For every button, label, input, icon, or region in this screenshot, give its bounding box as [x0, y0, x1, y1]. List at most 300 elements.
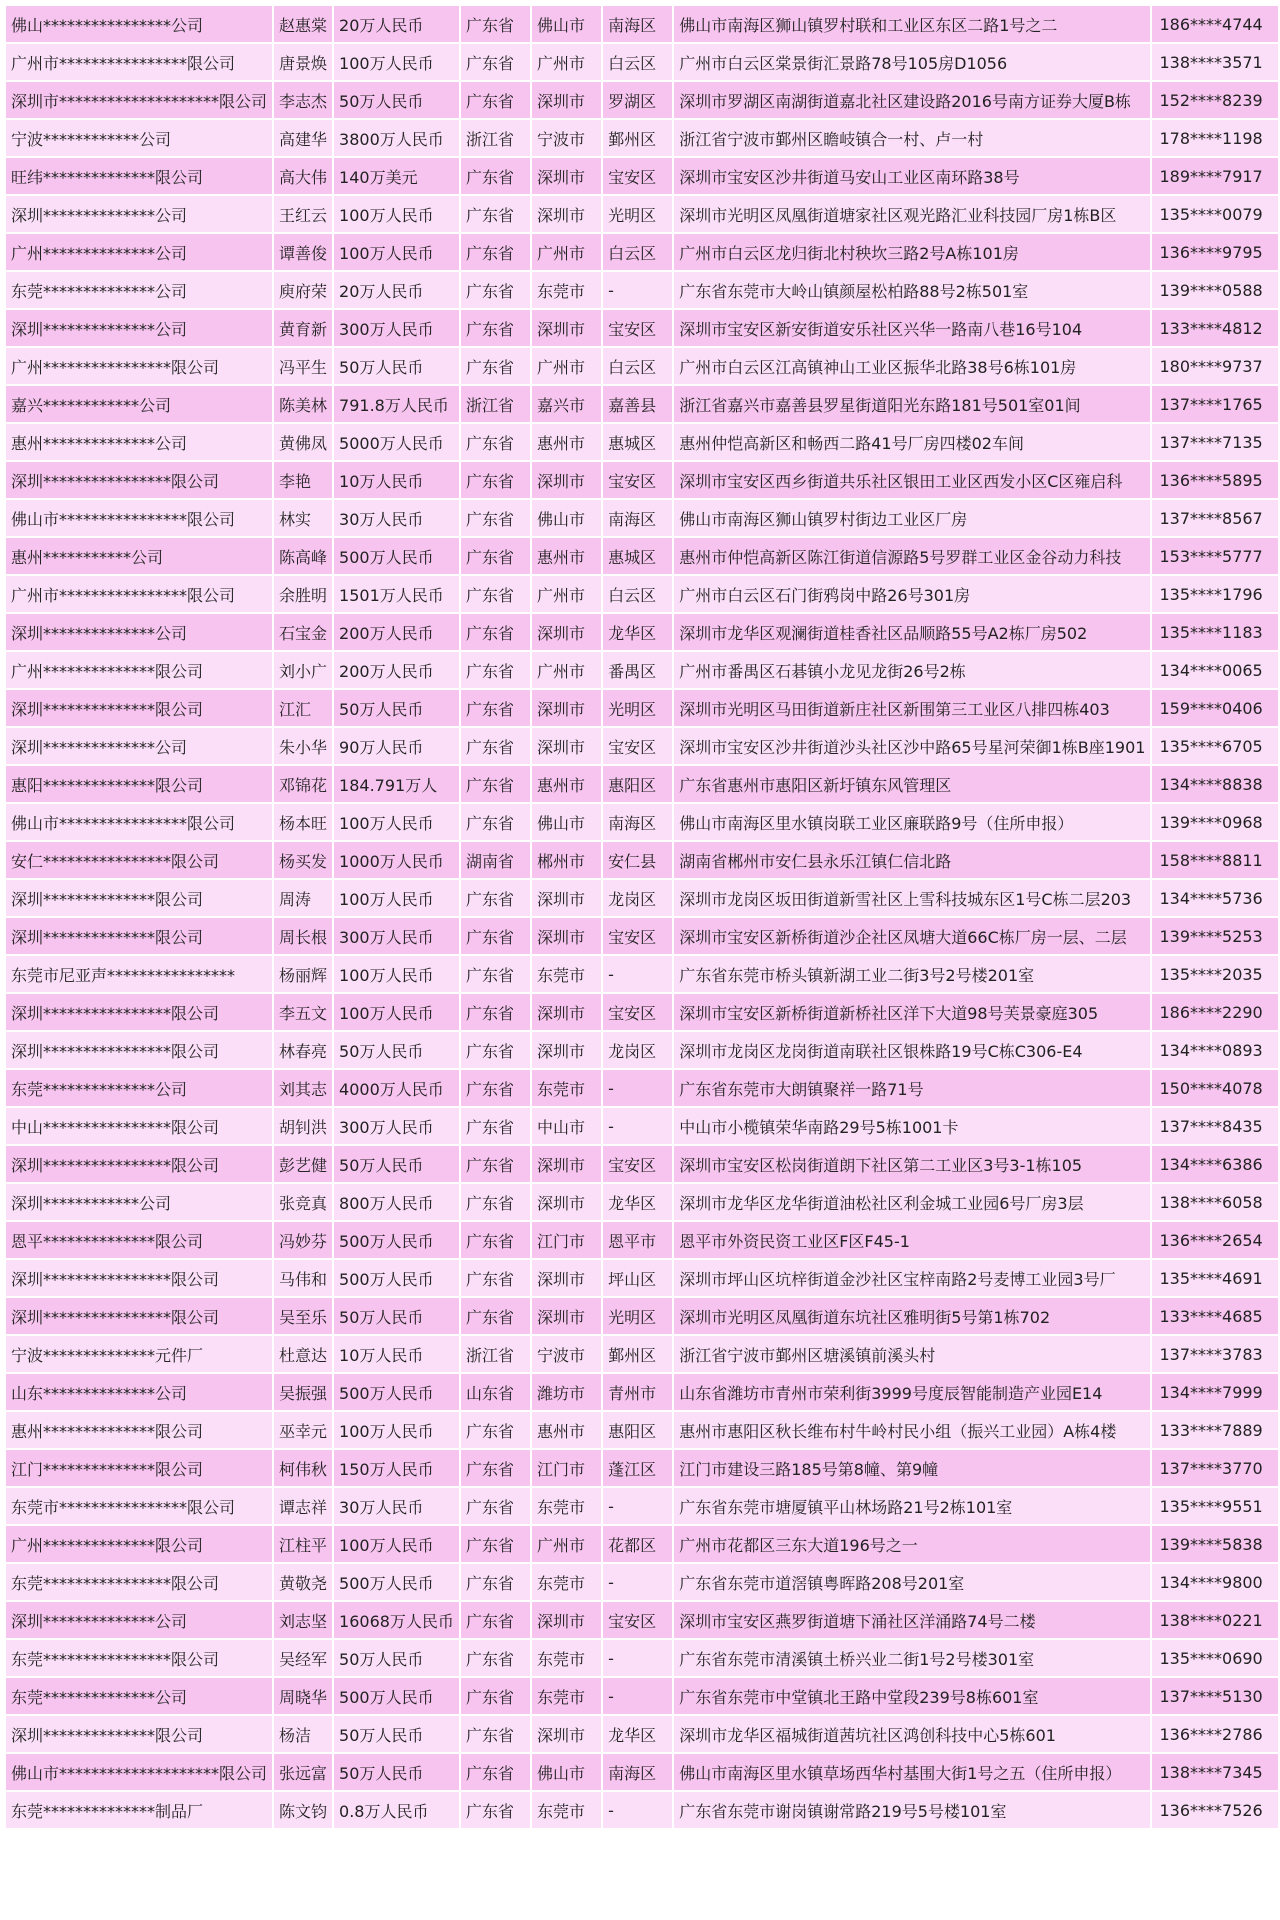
table-row: [6, 1260, 1278, 1296]
table-row: [6, 348, 1278, 384]
district-cell: 光明区: [603, 690, 672, 726]
contact-cell: 杨本旺: [274, 804, 332, 840]
capital-cell: 100万人民币: [334, 196, 459, 232]
capital-cell: 20万人民币: [334, 6, 459, 42]
address-cell: 广州市白云区江高镇神山工业区振华北路38号6栋101房: [674, 348, 1150, 384]
address-cell: 广东省东莞市塘厦镇平山林场路21号2栋101室: [674, 1488, 1150, 1524]
province-cell: 广东省: [461, 196, 530, 232]
province-cell: 广东省: [461, 462, 530, 498]
capital-cell: 200万人民币: [334, 652, 459, 688]
contact-cell: 周晓华: [274, 1678, 332, 1714]
phone-cell: 137****7135: [1152, 424, 1278, 460]
contact-cell: 周涛: [274, 880, 332, 916]
phone-cell: 137****1765: [1152, 386, 1278, 422]
city-cell: 惠州市: [532, 1412, 601, 1448]
province-cell: 广东省: [461, 1032, 530, 1068]
company-cell: 东莞**************公司: [6, 1678, 272, 1714]
city-cell: 佛山市: [532, 1754, 601, 1790]
table-row: [6, 1526, 1278, 1562]
capital-cell: 500万人民币: [334, 1260, 459, 1296]
capital-cell: 3800万人民币: [334, 120, 459, 156]
contact-cell: 杨丽辉: [274, 956, 332, 992]
capital-cell: 10万人民币: [334, 1336, 459, 1372]
capital-cell: 10万人民币: [334, 462, 459, 498]
phone-cell: 186****2290: [1152, 994, 1278, 1030]
city-cell: 深圳市: [532, 1716, 601, 1752]
company-cell: 深圳****************限公司: [6, 1260, 272, 1296]
province-cell: 广东省: [461, 234, 530, 270]
table-row: [6, 6, 1278, 42]
table-row: [6, 386, 1278, 422]
address-cell: 佛山市南海区里水镇岗联工业区廉联路9号（住所申报）: [674, 804, 1150, 840]
district-cell: -: [603, 1070, 672, 1106]
district-cell: 罗湖区: [603, 82, 672, 118]
table-row: [6, 614, 1278, 650]
company-cell: 东莞**************制品厂: [6, 1792, 272, 1828]
company-cell: 东莞**************公司: [6, 272, 272, 308]
table-row: [6, 272, 1278, 308]
address-cell: 恩平市外资民资工业区F区F45-1: [674, 1222, 1150, 1258]
phone-cell: 137****5130: [1152, 1678, 1278, 1714]
city-cell: 中山市: [532, 1108, 601, 1144]
address-cell: 浙江省宁波市鄞州区瞻岐镇合一村、卢一村: [674, 120, 1150, 156]
phone-cell: 134****0893: [1152, 1032, 1278, 1068]
company-cell: 宁波************公司: [6, 120, 272, 156]
capital-cell: 500万人民币: [334, 1374, 459, 1410]
city-cell: 江门市: [532, 1450, 601, 1486]
contact-cell: 刘小广: [274, 652, 332, 688]
phone-cell: 135****9551: [1152, 1488, 1278, 1524]
table-row: [6, 1564, 1278, 1600]
address-cell: 广东省东莞市清溪镇土桥兴业二街1号2号楼301室: [674, 1640, 1150, 1676]
province-cell: 广东省: [461, 82, 530, 118]
address-cell: 广州市花都区三东大道196号之一: [674, 1526, 1150, 1562]
table-row: [6, 82, 1278, 118]
district-cell: 宝安区: [603, 918, 672, 954]
province-cell: 广东省: [461, 1450, 530, 1486]
contact-cell: 胡钊洪: [274, 1108, 332, 1144]
company-cell: 东莞****************限公司: [6, 1564, 272, 1600]
phone-cell: 135****4691: [1152, 1260, 1278, 1296]
address-cell: 深圳市光明区凤凰街道塘家社区观光路汇业科技园厂房1栋B区: [674, 196, 1150, 232]
capital-cell: 50万人民币: [334, 1754, 459, 1790]
contact-cell: 黄敬尧: [274, 1564, 332, 1600]
company-cell: 深圳****************限公司: [6, 994, 272, 1030]
district-cell: 龙华区: [603, 1184, 672, 1220]
address-cell: 广东省东莞市桥头镇新湖工业二街3号2号楼201室: [674, 956, 1150, 992]
table-row: [6, 234, 1278, 270]
contact-cell: 杨买发: [274, 842, 332, 878]
city-cell: 东莞市: [532, 1678, 601, 1714]
phone-cell: 158****8811: [1152, 842, 1278, 878]
contact-cell: 冯妙芬: [274, 1222, 332, 1258]
contact-cell: 林实: [274, 500, 332, 536]
phone-cell: 134****5736: [1152, 880, 1278, 916]
company-cell: 东莞市尼亚声****************: [6, 956, 272, 992]
contact-cell: 朱小华: [274, 728, 332, 764]
contact-cell: 陈文钧: [274, 1792, 332, 1828]
district-cell: 安仁县: [603, 842, 672, 878]
phone-cell: 137****3783: [1152, 1336, 1278, 1372]
company-cell: 佛山市********************限公司: [6, 1754, 272, 1790]
company-cell: 广州****************限公司: [6, 348, 272, 384]
table-row: [6, 728, 1278, 764]
contact-cell: 彭艺健: [274, 1146, 332, 1182]
phone-cell: 136****7526: [1152, 1792, 1278, 1828]
district-cell: 鄞州区: [603, 1336, 672, 1372]
table-row: [6, 1678, 1278, 1714]
capital-cell: 0.8万人民币: [334, 1792, 459, 1828]
province-cell: 广东省: [461, 1488, 530, 1524]
address-cell: 广州市白云区龙归街北村秧坎三路2号A栋101房: [674, 234, 1150, 270]
capital-cell: 100万人民币: [334, 956, 459, 992]
address-cell: 广东省东莞市大岭山镇颜屋松柏路88号2栋501室: [674, 272, 1150, 308]
phone-cell: 150****4078: [1152, 1070, 1278, 1106]
phone-cell: 153****5777: [1152, 538, 1278, 574]
contact-cell: 黄育新: [274, 310, 332, 346]
phone-cell: 159****0406: [1152, 690, 1278, 726]
address-cell: 广州市白云区棠景街汇景路78号105房D1056: [674, 44, 1150, 80]
address-cell: 深圳市宝安区新桥街道新桥社区洋下大道98号芙景豪庭305: [674, 994, 1150, 1030]
province-cell: 广东省: [461, 158, 530, 194]
capital-cell: 800万人民币: [334, 1184, 459, 1220]
city-cell: 深圳市: [532, 196, 601, 232]
company-cell: 深圳**************限公司: [6, 690, 272, 726]
province-cell: 广东省: [461, 1260, 530, 1296]
province-cell: 广东省: [461, 424, 530, 460]
phone-cell: 136****2654: [1152, 1222, 1278, 1258]
phone-cell: 134****6386: [1152, 1146, 1278, 1182]
contact-cell: 张竞真: [274, 1184, 332, 1220]
table-row: [6, 196, 1278, 232]
capital-cell: 50万人民币: [334, 1298, 459, 1334]
contact-cell: 冯平生: [274, 348, 332, 384]
district-cell: 南海区: [603, 6, 672, 42]
contact-cell: 杜意达: [274, 1336, 332, 1372]
company-cell: 东莞市****************限公司: [6, 1488, 272, 1524]
capital-cell: 20万人民币: [334, 272, 459, 308]
company-cell: 深圳************公司: [6, 1184, 272, 1220]
phone-cell: 137****8435: [1152, 1108, 1278, 1144]
capital-cell: 100万人民币: [334, 1526, 459, 1562]
company-cell: 深圳**************限公司: [6, 1716, 272, 1752]
address-cell: 深圳市宝安区沙井街道马安山工业区南环路38号: [674, 158, 1150, 194]
table-row: [6, 880, 1278, 916]
district-cell: -: [603, 1564, 672, 1600]
capital-cell: 791.8万人民币: [334, 386, 459, 422]
contact-cell: 石宝金: [274, 614, 332, 650]
province-cell: 广东省: [461, 614, 530, 650]
address-cell: 中山市小榄镇荣华南路29号5栋1001卡: [674, 1108, 1150, 1144]
phone-cell: 134****0065: [1152, 652, 1278, 688]
city-cell: 深圳市: [532, 1298, 601, 1334]
table-row: [6, 1032, 1278, 1068]
phone-cell: 133****7889: [1152, 1412, 1278, 1448]
province-cell: 湖南省: [461, 842, 530, 878]
district-cell: 白云区: [603, 234, 672, 270]
phone-cell: 139****5253: [1152, 918, 1278, 954]
company-cell: 惠州**************公司: [6, 424, 272, 460]
table-row: [6, 1602, 1278, 1638]
address-cell: 深圳市宝安区新安街道安乐社区兴华一路南八巷16号104: [674, 310, 1150, 346]
district-cell: 番禺区: [603, 652, 672, 688]
city-cell: 深圳市: [532, 728, 601, 764]
table-row: [6, 1792, 1278, 1828]
contact-cell: 巫幸元: [274, 1412, 332, 1448]
city-cell: 深圳市: [532, 1146, 601, 1182]
capital-cell: 50万人民币: [334, 1640, 459, 1676]
phone-cell: 137****3770: [1152, 1450, 1278, 1486]
district-cell: 惠阳区: [603, 766, 672, 802]
company-cell: 深圳**************公司: [6, 196, 272, 232]
contact-cell: 谭善俊: [274, 234, 332, 270]
district-cell: 南海区: [603, 500, 672, 536]
district-cell: 龙华区: [603, 1716, 672, 1752]
phone-cell: 137****8567: [1152, 500, 1278, 536]
table-row: [6, 1222, 1278, 1258]
company-cell: 广州**************限公司: [6, 1526, 272, 1562]
district-cell: 白云区: [603, 576, 672, 612]
table-row: [6, 1488, 1278, 1524]
company-cell: 江门**************限公司: [6, 1450, 272, 1486]
province-cell: 广东省: [461, 1222, 530, 1258]
capital-cell: 50万人民币: [334, 1032, 459, 1068]
district-cell: 宝安区: [603, 994, 672, 1030]
capital-cell: 100万人民币: [334, 994, 459, 1030]
company-table: [4, 4, 1280, 1830]
company-cell: 中山****************限公司: [6, 1108, 272, 1144]
contact-cell: 吴至乐: [274, 1298, 332, 1334]
company-cell: 嘉兴************公司: [6, 386, 272, 422]
province-cell: 广东省: [461, 272, 530, 308]
address-cell: 惠州市仲恺高新区陈江街道信源路5号罗群工业区金谷动力科技: [674, 538, 1150, 574]
phone-cell: 135****1183: [1152, 614, 1278, 650]
address-cell: 江门市建设三路185号第8幢、第9幢: [674, 1450, 1150, 1486]
address-cell: 广州市白云区石门街鸦岗中路26号301房: [674, 576, 1150, 612]
district-cell: 花都区: [603, 1526, 672, 1562]
capital-cell: 184.791万人: [334, 766, 459, 802]
phone-cell: 138****3571: [1152, 44, 1278, 80]
capital-cell: 30万人民币: [334, 500, 459, 536]
address-cell: 深圳市罗湖区南湖街道嘉北社区建设路2016号南方证券大厦B栋: [674, 82, 1150, 118]
contact-cell: 庾府荣: [274, 272, 332, 308]
table-row: [6, 766, 1278, 802]
table-row: [6, 1298, 1278, 1334]
contact-cell: 黄佛凤: [274, 424, 332, 460]
phone-cell: 135****0690: [1152, 1640, 1278, 1676]
contact-cell: 高建华: [274, 120, 332, 156]
phone-cell: 136****5895: [1152, 462, 1278, 498]
capital-cell: 500万人民币: [334, 1564, 459, 1600]
table-row: [6, 1108, 1278, 1144]
city-cell: 广州市: [532, 44, 601, 80]
phone-cell: 138****0221: [1152, 1602, 1278, 1638]
address-cell: 广东省东莞市中堂镇北王路中堂段239号8栋601室: [674, 1678, 1150, 1714]
address-cell: 深圳市宝安区沙井街道沙头社区沙中路65号星河荣御1栋B座1901: [674, 728, 1150, 764]
capital-cell: 100万人民币: [334, 44, 459, 80]
city-cell: 宁波市: [532, 1336, 601, 1372]
district-cell: 光明区: [603, 1298, 672, 1334]
contact-cell: 陈美林: [274, 386, 332, 422]
province-cell: 广东省: [461, 1640, 530, 1676]
city-cell: 广州市: [532, 1526, 601, 1562]
address-cell: 深圳市坪山区坑梓街道金沙社区宝梓南路2号麦博工业园3号厂: [674, 1260, 1150, 1296]
contact-cell: 赵惠棠: [274, 6, 332, 42]
company-cell: 佛山市****************限公司: [6, 500, 272, 536]
company-cell: 广州**************限公司: [6, 652, 272, 688]
province-cell: 广东省: [461, 500, 530, 536]
table-row: [6, 1146, 1278, 1182]
province-cell: 广东省: [461, 6, 530, 42]
address-cell: 深圳市龙华区龙华街道油松社区利金城工业园6号厂房3层: [674, 1184, 1150, 1220]
phone-cell: 134****7999: [1152, 1374, 1278, 1410]
capital-cell: 1000万人民币: [334, 842, 459, 878]
district-cell: 坪山区: [603, 1260, 672, 1296]
province-cell: 广东省: [461, 576, 530, 612]
table-row: [6, 44, 1278, 80]
phone-cell: 139****0968: [1152, 804, 1278, 840]
province-cell: 广东省: [461, 918, 530, 954]
phone-cell: 152****8239: [1152, 82, 1278, 118]
contact-cell: 吴振强: [274, 1374, 332, 1410]
company-cell: 深圳****************限公司: [6, 1298, 272, 1334]
province-cell: 广东省: [461, 44, 530, 80]
district-cell: 龙岗区: [603, 880, 672, 916]
district-cell: 宝安区: [603, 1146, 672, 1182]
address-cell: 深圳市龙华区观澜街道桂香社区品顺路55号A2栋厂房502: [674, 614, 1150, 650]
phone-cell: 133****4685: [1152, 1298, 1278, 1334]
address-cell: 山东省潍坊市青州市荣利街3999号度辰智能制造产业园E14: [674, 1374, 1150, 1410]
province-cell: 广东省: [461, 1070, 530, 1106]
contact-cell: 王红云: [274, 196, 332, 232]
phone-cell: 138****6058: [1152, 1184, 1278, 1220]
capital-cell: 50万人民币: [334, 1716, 459, 1752]
phone-cell: 135****1796: [1152, 576, 1278, 612]
table-row: [6, 1640, 1278, 1676]
district-cell: 宝安区: [603, 158, 672, 194]
contact-cell: 杨洁: [274, 1716, 332, 1752]
city-cell: 深圳市: [532, 690, 601, 726]
address-cell: 浙江省宁波市鄞州区塘溪镇前溪头村: [674, 1336, 1150, 1372]
address-cell: 深圳市宝安区西乡街道共乐社区银田工业区西发小区C区雍启科: [674, 462, 1150, 498]
contact-cell: 江柱平: [274, 1526, 332, 1562]
contact-cell: 柯伟秋: [274, 1450, 332, 1486]
table-body: [6, 6, 1278, 1828]
contact-cell: 唐景焕: [274, 44, 332, 80]
phone-cell: 180****9737: [1152, 348, 1278, 384]
city-cell: 东莞市: [532, 1070, 601, 1106]
province-cell: 广东省: [461, 690, 530, 726]
district-cell: 光明区: [603, 196, 672, 232]
company-cell: 深圳****************限公司: [6, 1032, 272, 1068]
company-cell: 深圳**************公司: [6, 310, 272, 346]
contact-cell: 李艳: [274, 462, 332, 498]
capital-cell: 100万人民币: [334, 1412, 459, 1448]
company-cell: 深圳**************公司: [6, 1602, 272, 1638]
table-row: [6, 804, 1278, 840]
table-row: [6, 956, 1278, 992]
address-cell: 惠州仲恺高新区和畅西二路41号厂房四楼02车间: [674, 424, 1150, 460]
contact-cell: 陈高峰: [274, 538, 332, 574]
address-cell: 佛山市南海区里水镇草场西华村基围大街1号之五（住所申报）: [674, 1754, 1150, 1790]
table-row: [6, 120, 1278, 156]
address-cell: 深圳市光明区凤凰街道东坑社区雅明街5号第1栋702: [674, 1298, 1150, 1334]
table-row: [6, 918, 1278, 954]
city-cell: 深圳市: [532, 158, 601, 194]
contact-cell: 周长根: [274, 918, 332, 954]
address-cell: 浙江省嘉兴市嘉善县罗星街道阳光东路181号501室01间: [674, 386, 1150, 422]
contact-cell: 谭志祥: [274, 1488, 332, 1524]
city-cell: 东莞市: [532, 956, 601, 992]
company-cell: 惠州**************限公司: [6, 1412, 272, 1448]
contact-cell: 吴经军: [274, 1640, 332, 1676]
table-row: [6, 500, 1278, 536]
company-cell: 广州**************公司: [6, 234, 272, 270]
table-row: [6, 1412, 1278, 1448]
city-cell: 广州市: [532, 234, 601, 270]
city-cell: 深圳市: [532, 1602, 601, 1638]
capital-cell: 300万人民币: [334, 918, 459, 954]
city-cell: 东莞市: [532, 272, 601, 308]
address-cell: 深圳市宝安区新桥街道沙企社区凤塘大道66C栋厂房一层、二层: [674, 918, 1150, 954]
contact-cell: 李五文: [274, 994, 332, 1030]
district-cell: 嘉善县: [603, 386, 672, 422]
district-cell: 龙岗区: [603, 1032, 672, 1068]
district-cell: 宝安区: [603, 310, 672, 346]
province-cell: 广东省: [461, 1108, 530, 1144]
city-cell: 佛山市: [532, 804, 601, 840]
contact-cell: 李志杰: [274, 82, 332, 118]
company-cell: 深圳**************限公司: [6, 880, 272, 916]
city-cell: 惠州市: [532, 424, 601, 460]
province-cell: 浙江省: [461, 386, 530, 422]
city-cell: 深圳市: [532, 880, 601, 916]
district-cell: -: [603, 956, 672, 992]
province-cell: 广东省: [461, 956, 530, 992]
province-cell: 广东省: [461, 1298, 530, 1334]
table-row: [6, 576, 1278, 612]
contact-cell: 张远富: [274, 1754, 332, 1790]
address-cell: 湖南省郴州市安仁县永乐江镇仁信北路: [674, 842, 1150, 878]
address-cell: 深圳市宝安区燕罗街道塘下涌社区洋涌路74号二楼: [674, 1602, 1150, 1638]
district-cell: 惠阳区: [603, 1412, 672, 1448]
phone-cell: 139****0588: [1152, 272, 1278, 308]
phone-cell: 186****4744: [1152, 6, 1278, 42]
capital-cell: 500万人民币: [334, 538, 459, 574]
city-cell: 广州市: [532, 348, 601, 384]
company-cell: 广州市****************限公司: [6, 576, 272, 612]
table-row: [6, 538, 1278, 574]
table-row: [6, 1374, 1278, 1410]
city-cell: 深圳市: [532, 994, 601, 1030]
address-cell: 深圳市龙岗区坂田街道新雪社区上雪科技城东区1号C栋二层203: [674, 880, 1150, 916]
city-cell: 深圳市: [532, 614, 601, 650]
capital-cell: 150万人民币: [334, 1450, 459, 1486]
company-cell: 东莞****************限公司: [6, 1640, 272, 1676]
address-cell: 广州市番禺区石碁镇小龙见龙街26号2栋: [674, 652, 1150, 688]
capital-cell: 16068万人民币: [334, 1602, 459, 1638]
capital-cell: 4000万人民币: [334, 1070, 459, 1106]
address-cell: 深圳市宝安区松岗街道朗下社区第二工业区3号3-1栋105: [674, 1146, 1150, 1182]
phone-cell: 135****0079: [1152, 196, 1278, 232]
province-cell: 广东省: [461, 766, 530, 802]
city-cell: 深圳市: [532, 310, 601, 346]
phone-cell: 178****1198: [1152, 120, 1278, 156]
capital-cell: 300万人民币: [334, 1108, 459, 1144]
company-cell: 恩平**************限公司: [6, 1222, 272, 1258]
company-cell: 广州市****************限公司: [6, 44, 272, 80]
phone-cell: 135****2035: [1152, 956, 1278, 992]
